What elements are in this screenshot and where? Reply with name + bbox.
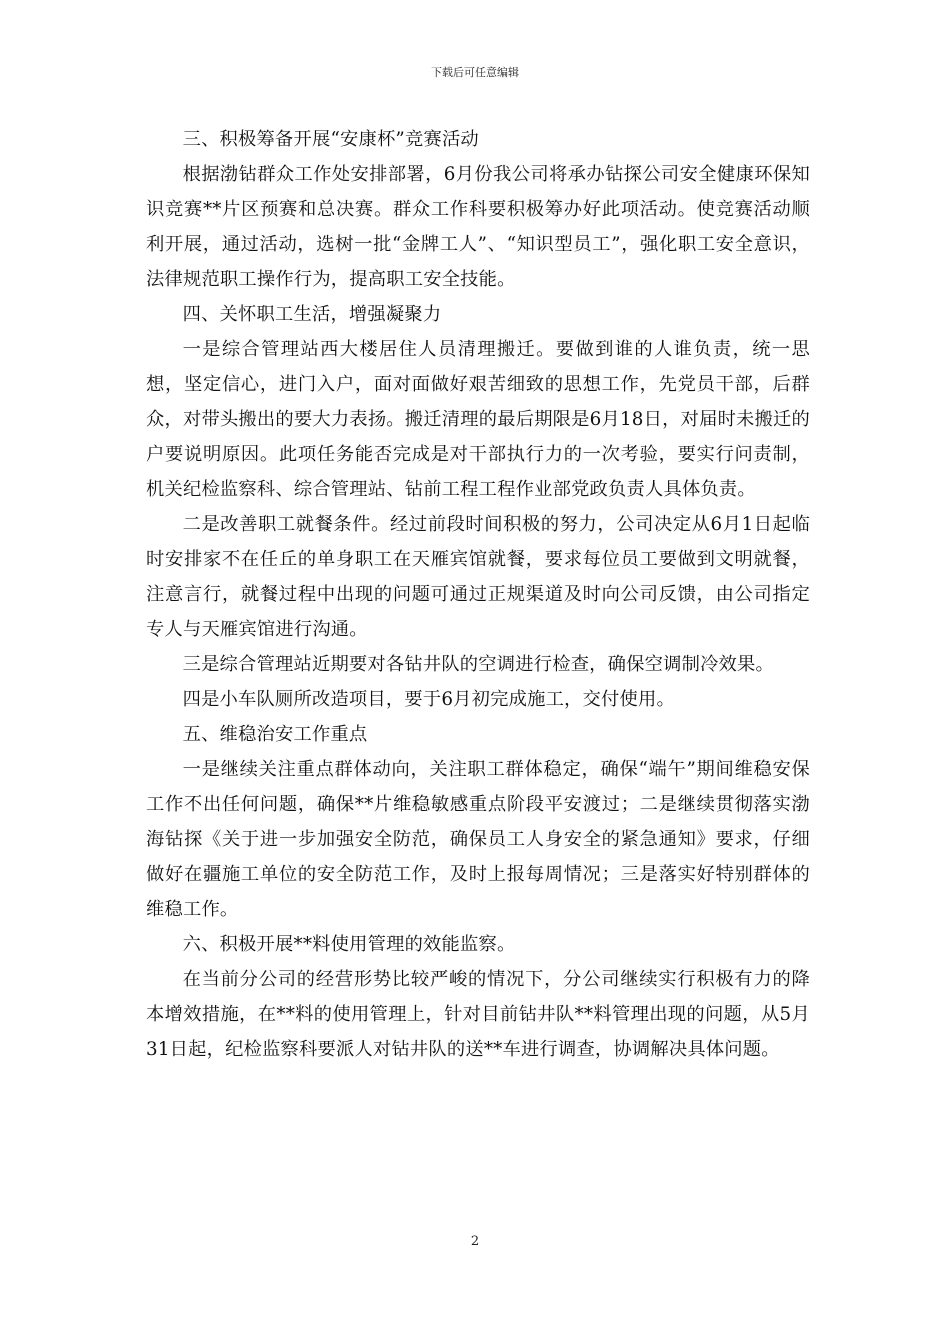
paragraph: 四是小车队厕所改造项目，要于6月初完成施工，交付使用。: [182, 689, 675, 710]
section-heading-3: 三、积极筹备开展“安康杯”竞赛活动: [182, 129, 479, 150]
page-header: 下载后可任意编辑: [431, 66, 519, 79]
page-number: 2: [470, 1234, 480, 1249]
paragraph: 一是综合管理站西大楼居住人员清理搬迁。要做到谁的人谁负责，统一思想，坚定信心，进门入户，面对面做好艰苦细致的思想工作，先党员干部，后群众，对带头搬出的要大力表扬。搬迁清理的最后期限是6月18日，对届时未搬迁的户要说明原因。此项任务能否完成是对干部执行力的一次考验，要实行问责制，机关纪检监察科、综合管理站、钻前工程工程作业部党政负责人具体负责。: [146, 339, 810, 500]
section-heading-5: 五、维稳治安工作重点: [182, 724, 368, 745]
section-heading-4: 四、关怀职工生活，增强凝聚力: [182, 304, 442, 325]
document-body: [146, 122, 810, 1067]
section-heading-6: 六、积极开展**料使用管理的效能监察。: [182, 934, 516, 955]
paragraph: 三是综合管理站近期要对各钻井队的空调进行检查，确保空调制冷效果。: [182, 654, 774, 675]
paragraph: 在当前分公司的经营形势比较严峻的情况下，分公司继续实行积极有力的降本增效措施，在**料的使用管理上，针对目前钻井队**料管理出现的问题，从5月31日起，纪检监察科要派人对钻井队的送**车进行调查，协调解决具体问题。: [146, 969, 810, 1060]
paragraph: 一是继续关注重点群体动向，关注职工群体稳定，确保“端午”期间维稳安保工作不出任何问题，确保**片维稳敏感重点阶段平安渡过；二是继续贯彻落实渤海钻探《关于进一步加强安全防范，确保员工人身安全的紧急通知》要求，仔细做好在疆施工单位的安全防范工作，及时上报每周情况；三是落实好特别群体的维稳工作。: [146, 759, 810, 920]
paragraph: 二是改善职工就餐条件。经过前段时间积极的努力，公司决定从6月1日起临时安排家不在任丘的单身职工在天雁宾馆就餐，要求每位员工要做到文明就餐，注意言行，就餐过程中出现的问题可通过正规渠道及时向公司反馈，由公司指定专人与天雁宾馆进行沟通。: [146, 514, 810, 640]
paragraph: 根据渤钻群众工作处安排部署，6月份我公司将承办钻探公司安全健康环保知识竞赛**片区预赛和总决赛。群众工作科要积极筹办好此项活动。使竞赛活动顺利开展，通过活动，选树一批“金牌工人”、“知识型员工”，强化职工安全意识，法律规范职工操作行为，提高职工安全技能。: [146, 164, 810, 290]
